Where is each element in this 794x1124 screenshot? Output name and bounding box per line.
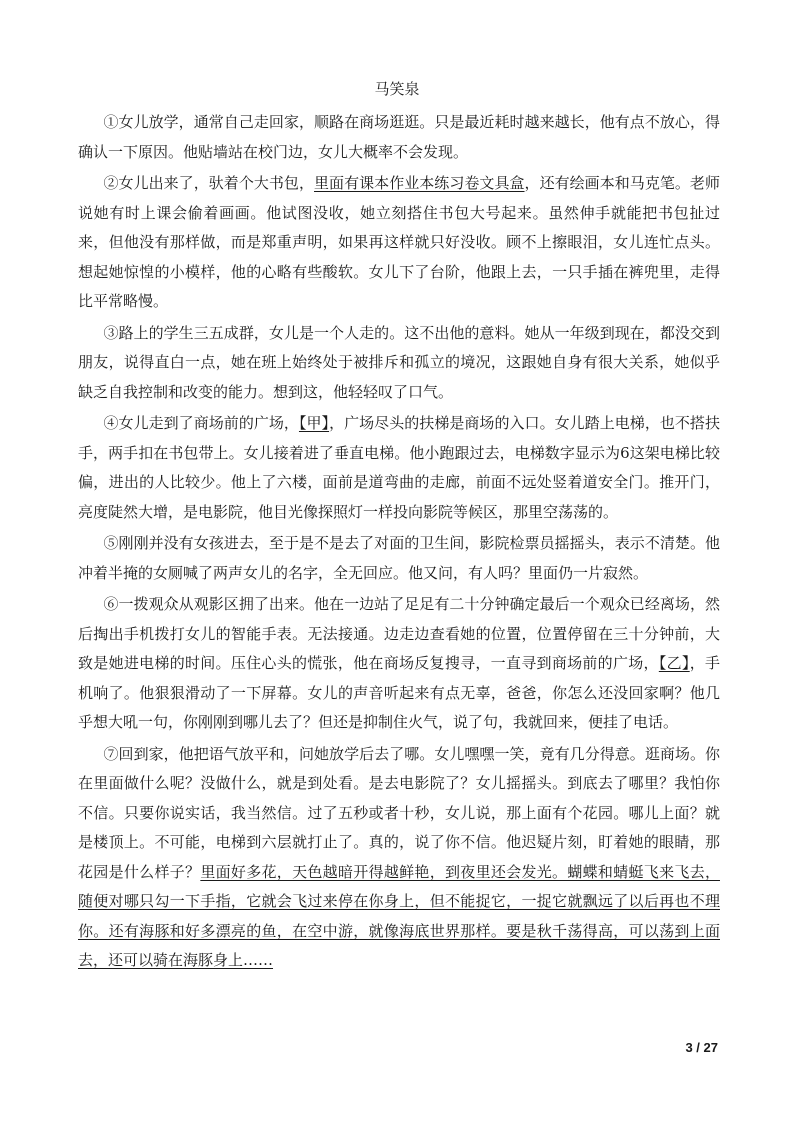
paragraph-text: ④女儿走到了商场前的广场， [103,414,299,432]
page-number: 3 / 27 [685,1040,718,1055]
paragraph-3 [78,319,720,408]
paragraph-text: ⑦回到家，他把语气放平和，问她放学后去了哪。女儿嘿嘿一笑，竟有几分得意。逛商场。你在里面做什么呢？没做什么，就是到处看。是去电影院了？女儿摇摇头。到底去了哪里？我怕你不信。只要你说实话，我当然信。过了五秒或者十秒，女儿说，那上面有个花园。哪儿上面？就是楼顶上。不可能，电梯到六层就打止了。真的，说了你不信。他迟疑片刻，盯着她的眼睛，那花园是什么样子？ [78,744,720,881]
article-body [78,108,720,978]
paragraph-1 [78,108,720,167]
paragraph-text: ，手机响了。他狠狠滑动了一下屏幕。女儿的声音听起来有点无辜，爸爸，你怎么还没回家啊？他几乎想大吼一句，你刚刚到哪儿去了？但还是抑制住火气，说了句，我就回来，便挂了电话。 [78,654,720,731]
paragraph-7 [78,740,720,976]
paragraph-text: ①女儿放学，通常自己走回家，顺路在商场逛逛。只是最近耗时越来越长，他有点不放心，得确认一下原因。他贴墙站在校门边，女儿大概率不会发现。 [78,113,720,161]
paragraph-text: ⑤刚刚并没有女孩进去，至于是不是去了对面的卫生间，影院检票员摇摇头，表示不清楚。他冲着半掩的女厕喊了两声女儿的名字，全无回应。他又问，有人吗？里面仍一片寂然。 [78,534,720,582]
paragraph-2 [78,169,720,317]
paragraph-text: ，还有绘画本和马克笔。老师说她有时上课会偷着画画。他试图没收，她立刻搭住书包大号起来。虽然伸手就能把书包扯过来，但他没有那样做，而是郑重声明，如果再这样就只好没收。顾不上擦眼泪，女儿连忙点头。想起她惊惶的小模样，他的心略有些酸软。女儿下了台阶，他跟上去，一只手插在裤兜里，走得比平常略慢。 [78,174,720,310]
underlined-text: 【甲】 [298,414,330,432]
paragraph-4 [78,409,720,527]
paragraph-6 [78,590,720,738]
paragraph-text: ⑥一拨观众从观影区拥了出来。他在一边站了足足有二十分钟确定最后一个观众已经离场，然后掏出手机拨打女儿的智能手表。无法接通。边走边查看她的位置，位置停留在三十分钟前，大致是她进电梯的时间。压住心头的慌张，他在商场反复搜寻，一直寻到商场前的广场， [78,595,720,672]
paragraph-text: ，广场尽头的扶梯是商场的入口。女儿踏上电梯，也不搭扶手，两手扣在书包带上。女儿接着进了垂直电梯。他小跑跟过去，电梯数字显示为6这架电梯比较偏，进出的人比较少。他上了六楼，面前是道弯曲的走廊，前面不远处竖着道安全门。推开门，亮度陡然大增，是电影院，他目光像探照灯一样投向影院等候区，那里空荡荡的。 [78,414,720,521]
underlined-text: 里面好多花，天色越暗开得越鲜艳，到夜里还会发光。蝴蝶和蜻蜓飞来飞去，随便对哪只勾一下手指，它就会飞过来停在你身上，但不能捉它，一捉它就飘远了以后再也不理你。还有海豚和好多漂亮的鱼，在空中游，就像海底世界那样。要是秋千荡得高，可以荡到上面去，还可以骑在海豚身上…… [78,862,720,969]
underlined-text: 里面有课本作业本练习卷文具盒 [314,174,525,192]
underlined-text: 【乙】 [658,654,690,672]
article-title: 马笑泉 [374,80,420,98]
paragraph-text: ②女儿出来了，驮着个大书包， [103,174,315,192]
paragraph-text: ③路上的学生三五成群，女儿是一个人走的。这不出他的意料。她从一年级到现在，都没交到朋友，说得直白一点，她在班上始终处于被排斥和孤立的境况，这跟她自身有很大关系，她似乎缺乏自我控制和改变的能力。想到这，他轻轻叹了口气。 [78,323,720,401]
paragraph-5 [78,529,720,588]
